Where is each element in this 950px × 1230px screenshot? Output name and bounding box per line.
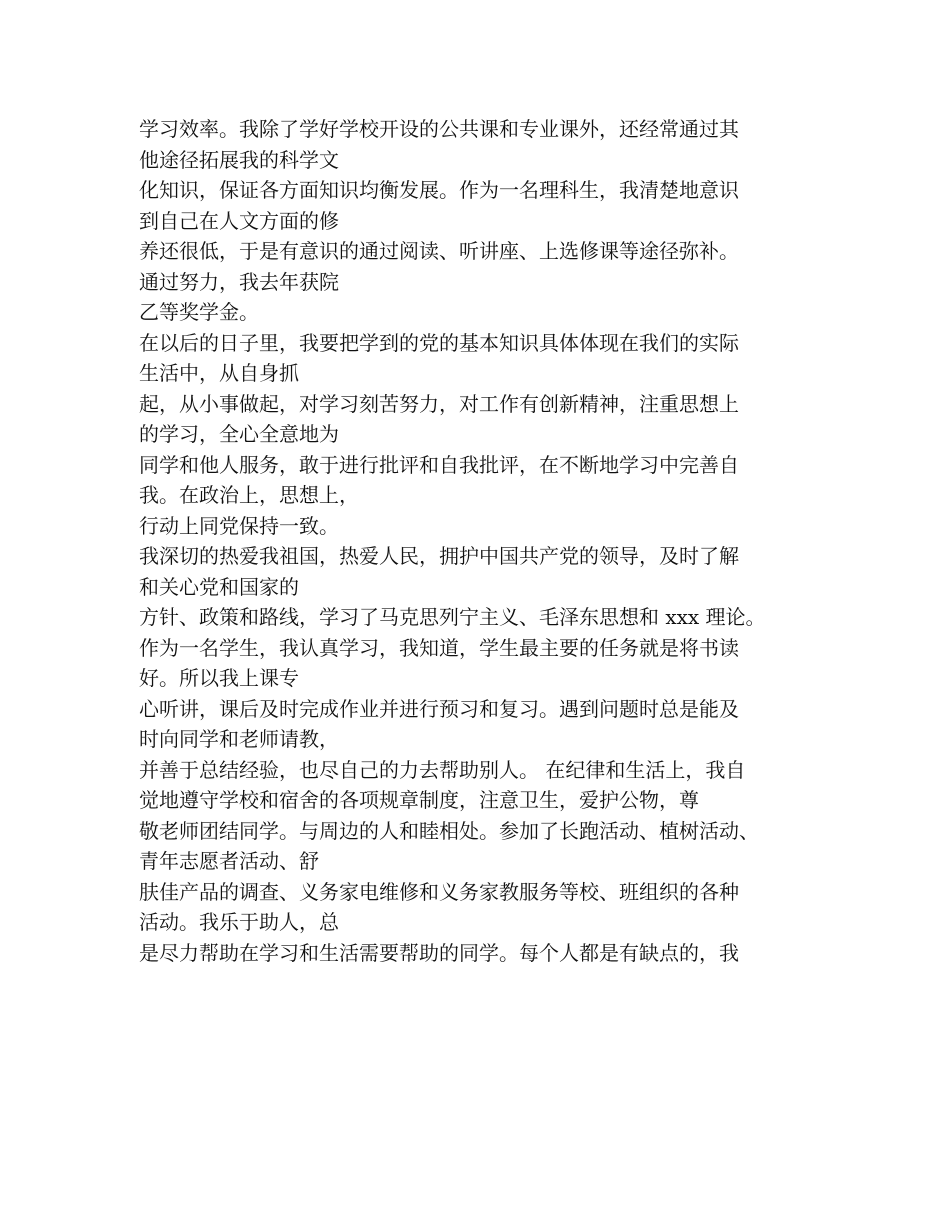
text-line: 生活中，从自身抓 bbox=[139, 361, 299, 385]
text-line: 养还很低，于是有意识的通过阅读、听讲座、上选修课等途径弥补。 bbox=[139, 239, 739, 263]
text-line: 肤佳产品的调查、义务家电维修和义务家教服务等校、班组织的各种 bbox=[139, 879, 739, 904]
text-line: 起，从小事做起，对学习刻苦努力，对工作有创新精神，注重思想上 bbox=[139, 391, 739, 416]
text-line: 时向同学和老师请教， bbox=[139, 727, 339, 751]
text-line: 行动上同党保持一致。 bbox=[139, 513, 339, 538]
text-line: 通过努力，我去年获院 bbox=[139, 269, 339, 294]
text-line: 他途径拓展我的科学文 bbox=[139, 147, 339, 172]
text-line: 方针、政策和路线，学习了马克思列宁主义、毛泽东思想和 xxx 理论。 bbox=[139, 605, 766, 629]
text-line: 同学和他人服务，敢于进行批评和自我批评，在不断地学习中完善自 bbox=[139, 452, 739, 477]
text-line: 的学习，全心全意地为 bbox=[139, 422, 339, 446]
text-line: 在以后的日子里，我要把学到的党的基本知识具体体现在我们的实际 bbox=[139, 330, 739, 355]
text-line: 化知识，保证各方面知识均衡发展。作为一名理科生，我清楚地意识 bbox=[139, 178, 739, 202]
text-line: 我深切的热爱我祖国，热爱人民，拥护中国共产党的领导，及时了解 bbox=[139, 544, 739, 568]
text-line: 活动。我乐于助人，总 bbox=[139, 910, 339, 934]
text-line: 学习效率。我除了学好学校开设的公共课和专业课外，还经常通过其 bbox=[139, 117, 739, 141]
text-line: 敬老师团结同学。与周边的人和睦相处。参加了长跑活动、植树活动、 bbox=[139, 818, 759, 843]
document-body bbox=[139, 114, 839, 968]
text-line: 和关心党和国家的 bbox=[139, 574, 299, 599]
text-line: 觉地遵守学校和宿舍的各项规章制度，注意卫生，爱护公物，尊 bbox=[139, 788, 699, 812]
text-line: 心听讲，课后及时完成作业并进行预习和复习。遇到问题时总是能及 bbox=[139, 696, 739, 721]
text-line: 好。所以我上课专 bbox=[139, 666, 299, 690]
text-line: 青年志愿者活动、舒 bbox=[139, 849, 319, 873]
text-line: 乙等奖学金。 bbox=[139, 300, 259, 324]
text-line: 作为一名学生，我认真学习，我知道，学生最主要的任务就是将书读 bbox=[139, 635, 739, 660]
text-line: 到自己在人文方面的修 bbox=[139, 208, 339, 233]
text-line: 是尽力帮助在学习和生活需要帮助的同学。每个人都是有缺点的，我 bbox=[139, 940, 739, 965]
text-line: 并善于总结经验，也尽自己的力去帮助别人。 在纪律和生活上，我自 bbox=[139, 757, 746, 782]
text-line: 我。在政治上，思想上， bbox=[139, 483, 359, 507]
